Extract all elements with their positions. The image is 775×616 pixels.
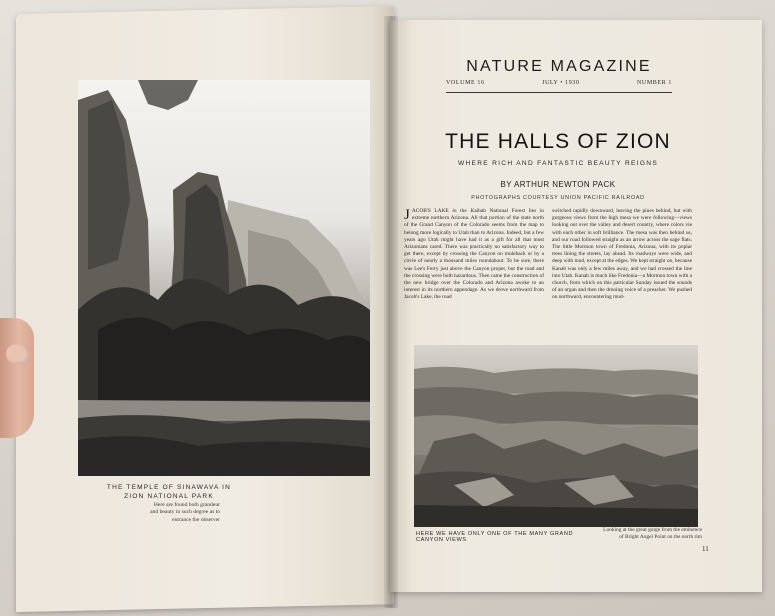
masthead-divider xyxy=(446,92,672,93)
issue-volume: VOLUME 16 xyxy=(446,80,485,86)
article-byline: BY ARTHUR NEWTON PACK xyxy=(500,180,616,189)
right-photo-caption-title: HERE WE HAVE ONLY ONE OF THE MANY GRAND CANYON VIEWS xyxy=(416,531,574,543)
photo-credit: PHOTOGRAPHS COURTESY UNION PACIFIC RAILROAD xyxy=(471,195,645,201)
magazine-masthead: NATURE MAGAZINE xyxy=(466,58,652,75)
grand-canyon-photo xyxy=(414,345,698,527)
drop-cap: J xyxy=(404,208,410,223)
issue-info-row xyxy=(446,80,672,86)
magazine-spine xyxy=(384,16,398,608)
zion-temple-photo xyxy=(78,80,370,476)
article-column-1 xyxy=(404,208,544,348)
left-photo-caption-description: Here are found both grandeur and beauty in such degree as to entrance the observer xyxy=(150,502,220,523)
column-2-text: switched rapidly downward, leaving the pines behind, but with gorgeous views from the high mesa we were following—views looking out over the valley and desert country, where colors vie with each other in soft brilliance. The mesa was then behind us, and our road followed straight as an arrow across the sage flats. The little Mormon town of Fredonia, Arizona, with its poplar trees lining the streets, lay ahead. Its roadways were wide, and deep with mud, except at the edges. We kept straight on, because Kanab was only a few miles away, and we had crossed the line into Utah. Kanab is much like Fredonia—a Mormon town with a church, from which on this particular Sunday issued the sounds of an organ and then the droning voice of a preacher. We pushed on northward, encountering mud- xyxy=(552,208,692,301)
article-column-2 xyxy=(552,208,692,358)
article-subtitle: WHERE RICH AND FANTASTIC BEAUTY REIGNS xyxy=(457,160,659,167)
left-photo-caption-title: THE TEMPLE OF SINAWAVA IN ZION NATIONAL PARK xyxy=(106,484,232,500)
hand xyxy=(0,318,34,438)
issue-date: JULY • 1930 xyxy=(542,80,580,86)
thumb-nail xyxy=(6,344,30,364)
right-photo-caption-description: Looking at the great gorge from the eminence of Bright Angel Point on the north rim xyxy=(603,527,702,540)
issue-number: NUMBER 1 xyxy=(637,80,672,86)
article-title: THE HALLS OF ZION xyxy=(445,130,671,153)
column-1-text: ACOB'S LAKE in the Kaibab National Forest lies in extreme northern Arizona. All that portion of the state north of the Grand Canyon of the Colorado seems from the map to belong more logically to Utah than to Arizona. Indeed, but a few years ago Utah might have had it as a gift for all that most Arizonians cared. There was practically no satisfactory way to get there, except by crossing the Canyon on muleback or by a circle of nearly a thousand miles roundabout. To be sure, there was Lee's Ferry just above the Canyon proper, but the road and the crossing were both hazardous. Then came the construction of the new bridge over the Colorado and Arizona awoke to an interest in its northern appendage. As we drove northward from Jacob's Lake, the road xyxy=(404,208,544,301)
page-number: 11 xyxy=(702,545,709,553)
